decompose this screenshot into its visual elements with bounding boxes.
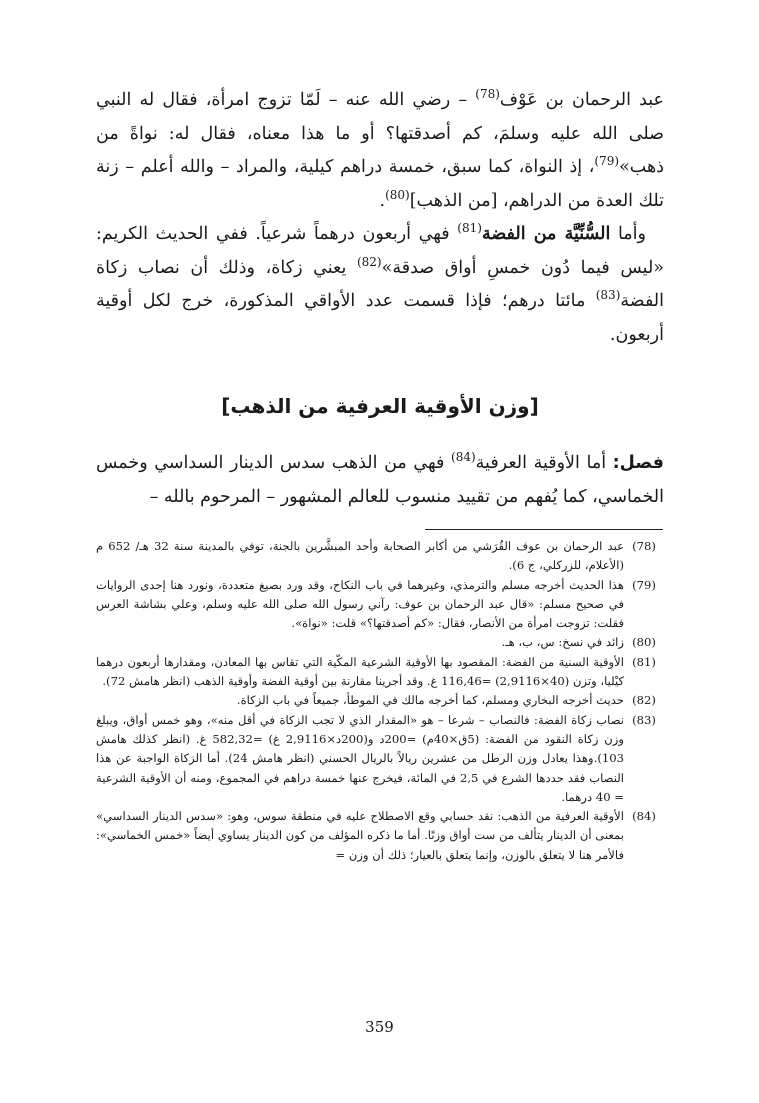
footnote-number: (79) bbox=[632, 577, 656, 592]
footnote-text: زائد في نسخ: س، ب، هـ. bbox=[501, 635, 624, 650]
footnote-ref-82[interactable]: (82) bbox=[356, 254, 382, 269]
bold-term: السُّنِّيَّة من الفضة bbox=[481, 224, 611, 244]
footnote-number: (82) bbox=[632, 693, 656, 708]
footnote-ref-80[interactable]: (80) bbox=[385, 187, 410, 202]
paragraph-1 bbox=[96, 84, 664, 218]
footnote-83 bbox=[96, 711, 664, 807]
footnote-82 bbox=[96, 691, 664, 710]
footnote-ref-83[interactable]: (83) bbox=[595, 288, 621, 303]
main-text bbox=[96, 84, 664, 352]
footnote-text: نصاب زكاة الفضة: فالنصاب – شرعا – هو «المقدار الذي لا تجب الزكاة في أقل منه»، وهو خمس أواق، ويبلغ وزن زكاة النقود من الفضة: (5ق×40م) =200د و(200د×2,9116 غ) =582,32 غ. (انظر كذلك هامش 103).وهذا يعادل وزن الرطل من عشرين ريالاً بالريال الحسني (انظر هامش 24). أما الزكاة الواجبة عن هذا النصاب فقد حددها الشرع في 2,5 في المائة، فيخرج عنها خمسة دراهم في المجموع، ومنه أن الأوقية الشرعية = 40 درهما. bbox=[96, 712, 625, 804]
text-run: ، إذ النواة، كما سبق، خمسة دراهم كيلية، والمراد – والله أعلم – زنة تلك العدة من الدراهم، [من الذهب] bbox=[96, 157, 664, 211]
footnote-number: (84) bbox=[632, 809, 656, 824]
footnote-text: حديث أخرجه البخاري ومسلم، كما أخرجه مالك في الموطأ، جميعاً في باب الزكاة. bbox=[236, 693, 624, 708]
text-run: فهي أربعون درهماً شرعياً. ففي الحديث الكريم: «ليس فيما دُون خمسِ أواق صدقة» bbox=[96, 224, 664, 278]
footnotes bbox=[96, 537, 664, 865]
text-run: فهي من الذهب سدس الدينار السداسي وخمس الخماسي، كما يُفهم من تقييد منسوب للعالم المشهور – المرحوم بالله – bbox=[96, 453, 664, 507]
page-number: 359 bbox=[365, 1018, 394, 1036]
footnote-79 bbox=[96, 576, 664, 634]
text-run: وأما bbox=[610, 224, 646, 244]
text-run: يعني زكاة، وذلك أن نصاب زكاة الفضة bbox=[96, 257, 664, 311]
text-run: أما الأوقية العرفية bbox=[475, 453, 613, 473]
footnote-text: الأوقية العرفية من الذهب: نقد حسابي وقع الاصطلاح عليه في منطقة سوس، وهو: «سدس الدينار السداسي» بمعنى أن الدينار يتألف من ست أواق وزنًا. أما ما ذكره المؤلف من كون الدينار يساوي أيضاً «خمس الخماسي»: فالأمر هنا لا يتعلق بالوزن، وإنما يتعلق بالعيار؛ ذلك أن وزن = bbox=[96, 809, 624, 862]
footnote-ref-78[interactable]: (78) bbox=[475, 87, 500, 102]
footnote-ref-84[interactable]: (84) bbox=[451, 450, 476, 465]
section-label: فصل: bbox=[612, 453, 664, 473]
footnote-divider bbox=[425, 529, 663, 530]
footnote-84 bbox=[96, 807, 664, 865]
footnote-text: الأوقية السنية من الفضة: المقصود بها الأوقية الشرعية المكّية التي تقاس بها المعادن، ومقدارها أربعون درهما كيْليا، وتزن (40×2,9116) =116,46 غ. وقد أجرينا مقارنة بين أوقية الفضة وأوقية الذهب (انظر هامش 72). bbox=[96, 654, 624, 689]
footnote-number: (81) bbox=[632, 654, 656, 669]
footnote-81 bbox=[96, 653, 664, 692]
footnote-number: (80) bbox=[632, 635, 656, 650]
footnote-78 bbox=[96, 537, 664, 576]
paragraph-2 bbox=[96, 218, 664, 352]
footnote-text: هذا الحديث أخرجه مسلم والترمذي، وغيرهما في باب النكاح، وقد ورد بصيغ متعددة، ونورد هنا إحدى الروايات في صحيح مسلم: «قال عبد الرحمان بن عوف: رآني رسول الله صلى الله عليه وسلم، وعلي بشاشة العرس فقلت: تزوجت امرأة من الأنصار، فقال: «كم أصدقتها؟» قلت: «نواة». bbox=[96, 577, 624, 631]
footnote-text: عبد الرحمان بن عوف القُرَشي من أكابر الصحابة وأحد المبشَّرين بالجنة، توفي بالمدينة سنة 32 هـ/ 652 م (الأعلام، للزركلي، ج 6). bbox=[96, 539, 624, 573]
text-run: . bbox=[379, 190, 386, 211]
footnote-80 bbox=[96, 633, 664, 652]
text-run: – رضي الله عنه – لَمّا تزوج امرأة، فقال له النبي صلى الله عليه وسلمَ، كم أصدقتها؟ أو ما هذا معناه، فقال له: نواةً من ذهب» bbox=[96, 90, 664, 177]
footnote-number: (78) bbox=[632, 539, 656, 553]
footnote-ref-79[interactable]: (79) bbox=[594, 154, 620, 169]
text-run: مائتا درهم؛ فإذا قسمت عدد الأواقي المذكورة، خرج لكل أوقية أربعون. bbox=[96, 291, 664, 345]
section-paragraph bbox=[96, 446, 664, 514]
footnote-ref-81[interactable]: (81) bbox=[457, 221, 482, 236]
section-heading: [وزن الأوقية العرفية من الذهب] bbox=[221, 394, 539, 418]
footnote-number: (83) bbox=[632, 712, 656, 727]
text-run: عبد الرحمان بن عَوْف bbox=[499, 90, 664, 110]
